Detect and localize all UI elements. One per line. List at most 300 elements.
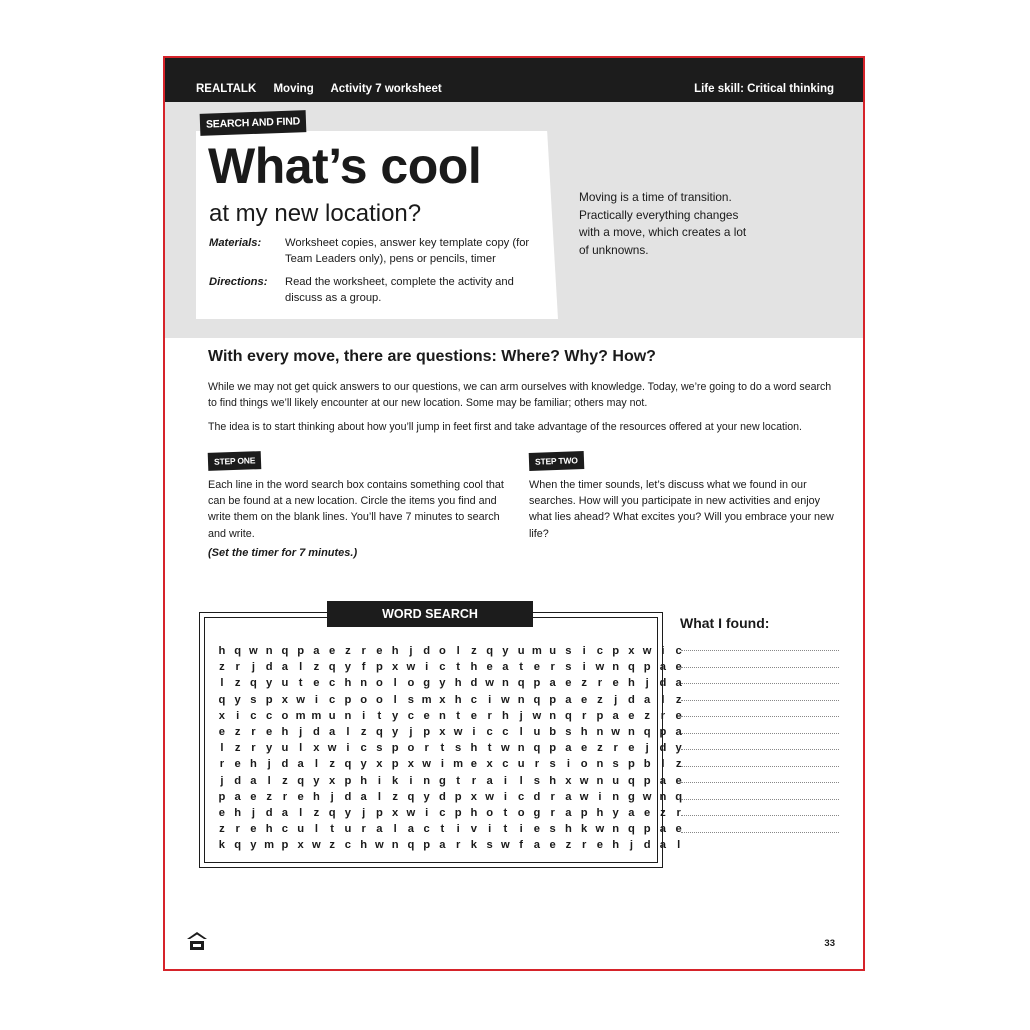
word-search-letter[interactable]: w — [642, 790, 652, 803]
word-search-letter[interactable]: h — [580, 725, 588, 738]
word-search-letter[interactable]: z — [581, 677, 587, 690]
word-search-letter[interactable]: t — [503, 806, 508, 819]
word-search-letter[interactable]: z — [329, 758, 335, 771]
word-search-letter[interactable]: r — [361, 645, 366, 657]
word-search-letter[interactable]: x — [628, 645, 635, 657]
word-search-letter[interactable]: r — [581, 839, 587, 852]
word-search-letter[interactable]: e — [533, 823, 540, 836]
word-search-letter[interactable]: t — [456, 661, 460, 674]
word-search-letter[interactable]: u — [328, 709, 336, 722]
word-search-letter[interactable]: p — [454, 806, 462, 819]
word-search-letter[interactable]: y — [250, 839, 257, 852]
word-search-letter[interactable]: t — [330, 823, 334, 836]
answer-line[interactable] — [681, 766, 839, 767]
word-search-letter[interactable]: e — [470, 709, 477, 722]
word-search-letter[interactable]: a — [234, 790, 241, 803]
word-search-letter[interactable]: r — [251, 725, 256, 738]
word-search-letter[interactable]: m — [295, 709, 306, 722]
word-search-letter[interactable]: i — [440, 758, 444, 771]
word-search-letter[interactable]: l — [519, 774, 523, 787]
word-search-letter[interactable]: d — [643, 839, 651, 852]
word-search-letter[interactable]: r — [660, 709, 666, 722]
word-search-letter[interactable]: l — [314, 758, 318, 771]
word-search-letter[interactable]: l — [677, 839, 681, 852]
word-search-letter[interactable]: m — [531, 645, 542, 657]
word-search-letter[interactable]: h — [281, 725, 289, 738]
word-search-letter[interactable]: e — [486, 661, 493, 674]
word-search-letter[interactable]: u — [612, 774, 620, 787]
word-search-letter[interactable]: l — [314, 823, 318, 836]
word-search-letter[interactable]: f — [519, 839, 523, 852]
word-search-letter[interactable]: e — [596, 839, 603, 852]
word-search-letter[interactable]: r — [235, 661, 240, 674]
word-search-letter[interactable]: e — [549, 839, 556, 852]
word-search-letter[interactable]: p — [643, 823, 651, 836]
word-search-letter[interactable]: n — [659, 790, 667, 803]
word-search-letter[interactable]: p — [423, 725, 431, 738]
word-search-letter[interactable]: r — [251, 742, 256, 755]
word-search-letter[interactable]: a — [439, 839, 446, 852]
word-search-letter[interactable]: r — [550, 806, 555, 819]
word-search-letter[interactable]: w — [453, 725, 463, 738]
word-search-letter[interactable]: e — [234, 758, 241, 771]
word-search-letter[interactable]: j — [251, 661, 255, 674]
word-search-letter[interactable]: z — [329, 839, 335, 852]
word-search-letter[interactable]: c — [281, 823, 288, 836]
word-search-letter[interactable]: u — [281, 742, 289, 755]
word-search-letter[interactable]: w — [422, 758, 431, 771]
word-search-letter[interactable]: c — [250, 709, 257, 722]
word-search-letter[interactable]: y — [439, 677, 446, 690]
word-search-letter[interactable]: o — [517, 806, 525, 819]
word-search-letter[interactable]: n — [612, 823, 620, 836]
word-search-letter[interactable]: m — [421, 693, 432, 706]
word-search-letter[interactable]: u — [533, 725, 541, 738]
word-search-letter[interactable]: y — [266, 677, 273, 690]
word-search-letter[interactable]: i — [488, 823, 492, 836]
word-search-letter[interactable]: w — [595, 661, 605, 674]
word-search-letter[interactable]: r — [581, 709, 587, 722]
word-search-letter[interactable]: r — [361, 823, 366, 836]
word-search-letter[interactable]: w — [501, 693, 510, 706]
word-search-letter[interactable]: q — [486, 645, 494, 657]
word-search-letter[interactable]: n — [596, 774, 604, 787]
word-search-letter[interactable]: y — [392, 725, 399, 738]
word-search-letter[interactable]: r — [235, 823, 240, 836]
word-search-letter[interactable]: n — [265, 645, 273, 657]
word-search-letter[interactable]: i — [456, 823, 460, 836]
word-search-letter[interactable]: x — [486, 758, 493, 771]
word-search-letter[interactable]: k — [218, 839, 225, 852]
word-search-letter[interactable]: w — [485, 677, 494, 690]
word-search-letter[interactable]: w — [327, 742, 337, 755]
word-search-letter[interactable]: l — [661, 758, 665, 771]
word-search-letter[interactable]: a — [659, 839, 666, 852]
word-search-letter[interactable]: w — [406, 661, 416, 674]
word-search-letter[interactable]: a — [675, 725, 682, 738]
word-search-letter[interactable]: a — [565, 806, 572, 819]
word-search-letter[interactable]: l — [299, 742, 303, 755]
word-search-letter[interactable]: c — [407, 709, 414, 722]
word-search-letter[interactable]: q — [517, 677, 525, 690]
word-search-letter[interactable]: d — [265, 661, 273, 674]
word-search-letter[interactable]: n — [423, 774, 431, 787]
word-search-letter[interactable]: a — [549, 677, 556, 690]
word-search-letter[interactable]: t — [440, 823, 445, 836]
word-search-letter[interactable]: a — [486, 774, 493, 787]
word-search-letter[interactable]: a — [565, 790, 572, 803]
word-search-letter[interactable]: y — [612, 806, 619, 819]
word-search-letter[interactable]: o — [375, 677, 383, 690]
answer-line[interactable] — [681, 650, 839, 651]
word-search-letter[interactable]: t — [487, 742, 492, 755]
word-search-letter[interactable]: e — [675, 774, 682, 787]
answer-line[interactable] — [681, 733, 839, 734]
word-search-letter[interactable]: i — [519, 823, 523, 836]
word-search-letter[interactable]: j — [220, 774, 224, 787]
word-search-letter[interactable]: i — [566, 758, 570, 771]
word-search-letter[interactable]: r — [282, 790, 288, 803]
word-search-letter[interactable]: a — [250, 774, 257, 787]
word-search-letter[interactable]: p — [549, 693, 557, 706]
word-search-letter[interactable]: p — [391, 742, 399, 755]
word-search-letter[interactable]: y — [344, 661, 351, 674]
word-search-letter[interactable]: x — [470, 790, 477, 803]
word-search-letter[interactable]: e — [581, 693, 588, 706]
word-search-letter[interactable]: z — [266, 790, 272, 803]
word-search-letter[interactable]: q — [234, 839, 242, 852]
word-search-letter[interactable]: o — [438, 645, 446, 657]
word-search-letter[interactable]: z — [597, 742, 603, 755]
word-search-letter[interactable]: h — [470, 661, 478, 674]
word-search-letter[interactable]: d — [533, 790, 541, 803]
word-search-letter[interactable]: h — [470, 742, 478, 755]
word-search-letter[interactable]: l — [661, 693, 665, 706]
word-search-letter[interactable]: c — [329, 693, 336, 706]
word-search-letter[interactable]: d — [234, 774, 242, 787]
word-search-letter[interactable]: j — [409, 725, 413, 738]
word-search-letter[interactable]: q — [218, 693, 226, 706]
word-search-letter[interactable]: r — [597, 677, 603, 690]
word-search-letter[interactable]: i — [661, 645, 665, 657]
word-search-letter[interactable]: i — [236, 709, 240, 722]
word-search-letter[interactable]: z — [644, 709, 650, 722]
word-search-letter[interactable]: f — [361, 661, 366, 674]
word-search-letter[interactable]: x — [392, 661, 399, 674]
word-search-letter[interactable]: e — [250, 823, 257, 836]
word-search-letter[interactable]: a — [644, 693, 651, 706]
word-search-letter[interactable]: l — [377, 790, 381, 803]
word-search-letter[interactable]: i — [503, 774, 507, 787]
word-search-letter[interactable]: s — [486, 839, 493, 852]
word-search-letter[interactable]: p — [344, 693, 352, 706]
word-search-letter[interactable]: t — [456, 774, 460, 787]
word-search-letter[interactable]: w — [579, 774, 589, 787]
word-search-letter[interactable]: x — [392, 806, 399, 819]
word-search-letter[interactable]: p — [533, 677, 541, 690]
word-search-letter[interactable]: e — [250, 790, 257, 803]
word-search-letter[interactable]: s — [565, 661, 572, 674]
word-search-letter[interactable]: n — [549, 709, 557, 722]
word-search-letter[interactable]: n — [391, 839, 399, 852]
word-search-letter[interactable]: s — [250, 693, 257, 706]
word-search-letter[interactable]: u — [549, 645, 557, 657]
word-search-letter[interactable]: r — [455, 839, 461, 852]
word-search-letter[interactable]: q — [627, 661, 635, 674]
word-search-letter[interactable]: t — [377, 709, 382, 722]
word-search-letter[interactable]: j — [362, 806, 366, 819]
word-search-letter[interactable]: r — [613, 742, 618, 755]
word-search-letter[interactable]: k — [392, 774, 399, 787]
word-search-letter[interactable]: l — [299, 661, 303, 674]
word-search-letter[interactable]: o — [281, 709, 289, 722]
word-search-letter[interactable]: n — [517, 693, 525, 706]
word-search-letter[interactable]: j — [645, 742, 649, 755]
word-search-letter[interactable]: x — [218, 709, 225, 722]
word-search-letter[interactable]: c — [518, 790, 525, 803]
word-search-letter[interactable]: h — [344, 677, 352, 690]
word-search-letter[interactable]: e — [218, 725, 225, 738]
word-search-letter[interactable]: h — [627, 677, 635, 690]
word-search-letter[interactable]: r — [471, 774, 477, 787]
word-search-letter[interactable]: e — [533, 661, 540, 674]
word-search-letter[interactable]: y — [234, 693, 241, 706]
word-search-letter[interactable]: g — [533, 806, 541, 819]
word-search-letter[interactable]: h — [360, 774, 368, 787]
word-search-letter[interactable]: s — [455, 742, 462, 755]
word-search-letter[interactable]: a — [376, 823, 383, 836]
word-search-letter[interactable]: g — [438, 774, 446, 787]
word-search-letter[interactable]: a — [281, 661, 288, 674]
word-search-letter[interactable]: q — [675, 790, 683, 803]
word-search-letter[interactable]: a — [659, 823, 666, 836]
word-search-letter[interactable]: l — [267, 774, 271, 787]
word-search-letter[interactable]: d — [438, 790, 446, 803]
word-search-letter[interactable]: d — [265, 806, 273, 819]
word-search-letter[interactable]: z — [234, 677, 241, 690]
word-search-letter[interactable]: y — [344, 806, 351, 819]
word-search-letter[interactable]: k — [581, 823, 588, 836]
word-search-letter[interactable]: q — [328, 806, 336, 819]
word-search-letter[interactable]: e — [565, 677, 572, 690]
word-search-letter[interactable]: u — [517, 645, 525, 657]
word-search-letter[interactable]: z — [675, 693, 682, 706]
word-search-letter[interactable]: t — [456, 709, 460, 722]
word-search-letter[interactable]: i — [582, 645, 586, 657]
word-search-letter[interactable]: l — [220, 742, 224, 755]
word-search-letter[interactable]: h — [265, 823, 273, 836]
answer-line[interactable] — [681, 700, 839, 701]
word-search-letter[interactable]: a — [297, 758, 304, 771]
word-search-letter[interactable]: c — [329, 677, 336, 690]
word-search-letter[interactable]: h — [218, 645, 226, 657]
word-search-letter[interactable]: j — [614, 693, 618, 706]
answer-line[interactable] — [681, 782, 839, 783]
word-search-letter[interactable]: a — [502, 661, 509, 674]
word-search-letter[interactable]: p — [344, 774, 352, 787]
word-search-letter[interactable]: y — [675, 742, 682, 755]
word-search-letter[interactable]: w — [249, 645, 258, 657]
word-search-letter[interactable]: c — [344, 839, 351, 852]
word-search-letter[interactable]: t — [503, 823, 508, 836]
word-search-letter[interactable]: n — [612, 661, 620, 674]
word-search-letter[interactable]: w — [501, 839, 510, 852]
word-search-letter[interactable]: h — [501, 709, 509, 722]
word-search-letter[interactable]: x — [297, 839, 304, 852]
word-search-letter[interactable]: q — [533, 693, 541, 706]
word-search-letter[interactable]: m — [453, 758, 464, 771]
word-search-letter[interactable]: i — [346, 742, 350, 755]
word-search-letter[interactable]: w — [579, 790, 589, 803]
word-search-letter[interactable]: n — [438, 709, 446, 722]
word-search-letter[interactable]: e — [675, 823, 682, 836]
word-search-letter[interactable]: p — [391, 758, 399, 771]
word-search-letter[interactable]: n — [612, 790, 620, 803]
word-search-letter[interactable]: q — [564, 709, 572, 722]
word-search-letter[interactable]: z — [471, 645, 477, 657]
word-search-letter[interactable]: z — [392, 790, 398, 803]
word-search-letter[interactable]: c — [470, 693, 477, 706]
word-search-letter[interactable]: r — [424, 742, 429, 755]
word-search-letter[interactable]: m — [311, 709, 322, 722]
word-search-letter[interactable]: g — [423, 677, 431, 690]
word-search-letter[interactable]: s — [549, 758, 556, 771]
word-search-letter[interactable]: q — [407, 790, 415, 803]
word-search-letter[interactable]: e — [329, 645, 336, 657]
word-search-letter[interactable]: c — [486, 725, 493, 738]
word-search-letter[interactable]: z — [219, 823, 225, 836]
word-search-letter[interactable]: p — [375, 806, 383, 819]
word-search-letter[interactable]: y — [392, 709, 399, 722]
word-search-letter[interactable]: q — [643, 725, 651, 738]
word-search-letter[interactable]: h — [549, 774, 557, 787]
word-search-letter[interactable]: j — [330, 790, 334, 803]
word-search-letter[interactable]: c — [675, 645, 682, 657]
word-search-letter[interactable]: y — [502, 645, 509, 657]
word-search-letter[interactable]: y — [313, 774, 320, 787]
word-search-letter[interactable]: r — [487, 709, 492, 722]
word-search-letter[interactable]: z — [345, 645, 351, 657]
word-search-letter[interactable]: l — [346, 725, 350, 738]
word-search-letter[interactable]: d — [470, 677, 478, 690]
word-search-letter[interactable]: r — [676, 806, 681, 819]
word-search-letter[interactable]: h — [249, 758, 257, 771]
word-search-letter[interactable]: z — [234, 725, 241, 738]
word-search-letter[interactable]: h — [454, 677, 462, 690]
word-search-letter[interactable]: y — [266, 742, 273, 755]
word-search-letter[interactable]: o — [407, 677, 415, 690]
word-search-letter[interactable]: r — [550, 790, 555, 803]
word-search-letter[interactable]: p — [659, 725, 667, 738]
word-search-letter[interactable]: x — [439, 693, 446, 706]
word-search-letter[interactable]: j — [267, 758, 271, 771]
word-search-letter[interactable]: w — [532, 709, 542, 722]
word-search-letter[interactable]: c — [439, 661, 446, 674]
word-search-letter[interactable]: n — [627, 725, 635, 738]
word-search-letter[interactable]: a — [533, 839, 540, 852]
word-search-letter[interactable]: d — [659, 677, 667, 690]
word-search-letter[interactable]: h — [564, 823, 572, 836]
word-search-letter[interactable]: a — [565, 742, 572, 755]
word-search-letter[interactable]: i — [425, 661, 429, 674]
word-search-letter[interactable]: h — [391, 645, 399, 657]
word-search-letter[interactable]: h — [470, 806, 478, 819]
word-search-letter[interactable]: a — [407, 823, 414, 836]
word-search-letter[interactable]: s — [376, 742, 383, 755]
word-search-letter[interactable]: c — [360, 742, 367, 755]
answer-line[interactable] — [681, 799, 839, 800]
word-search-letter[interactable]: c — [502, 758, 509, 771]
word-search-letter[interactable]: j — [519, 709, 523, 722]
word-search-letter[interactable]: n — [360, 677, 368, 690]
word-search-letter[interactable]: b — [643, 758, 651, 771]
word-search-letter[interactable]: e — [423, 709, 430, 722]
word-search-grid[interactable] — [214, 641, 687, 851]
word-search-letter[interactable]: x — [565, 774, 572, 787]
word-search-letter[interactable]: p — [643, 774, 651, 787]
answer-line[interactable] — [681, 832, 839, 833]
word-search-letter[interactable]: a — [329, 725, 336, 738]
word-search-letter[interactable]: h — [596, 806, 604, 819]
word-search-letter[interactable]: l — [456, 645, 460, 657]
word-search-letter[interactable]: x — [313, 742, 320, 755]
word-search-letter[interactable]: k — [470, 839, 477, 852]
word-search-letter[interactable]: z — [313, 806, 320, 819]
word-search-letter[interactable]: o — [486, 806, 494, 819]
word-search-letter[interactable]: q — [375, 725, 383, 738]
word-search-letter[interactable]: x — [407, 758, 414, 771]
word-search-letter[interactable]: z — [597, 693, 603, 706]
word-search-letter[interactable]: p — [297, 645, 305, 657]
word-search-letter[interactable]: n — [517, 742, 525, 755]
word-search-letter[interactable]: z — [565, 839, 572, 852]
word-search-letter[interactable]: w — [406, 806, 416, 819]
word-search-letter[interactable]: w — [611, 725, 620, 738]
answer-line[interactable] — [681, 683, 839, 684]
word-search-letter[interactable]: i — [409, 774, 413, 787]
word-search-letter[interactable]: q — [249, 677, 257, 690]
word-search-letter[interactable]: e — [675, 661, 682, 674]
word-search-letter[interactable]: x — [439, 725, 446, 738]
word-search-letter[interactable]: a — [360, 790, 367, 803]
word-search-letter[interactable]: z — [219, 661, 225, 674]
word-search-letter[interactable]: r — [219, 758, 225, 771]
word-search-letter[interactable]: l — [393, 693, 397, 706]
word-search-letter[interactable]: g — [627, 790, 635, 803]
word-search-letter[interactable]: q — [281, 645, 289, 657]
word-search-letter[interactable]: i — [314, 693, 318, 706]
word-search-letter[interactable]: j — [409, 645, 413, 657]
word-search-letter[interactable]: l — [393, 677, 397, 690]
word-search-letter[interactable]: a — [612, 709, 619, 722]
word-search-letter[interactable]: w — [375, 839, 384, 852]
word-search-letter[interactable]: p — [281, 839, 289, 852]
word-search-letter[interactable]: u — [281, 677, 289, 690]
word-search-letter[interactable]: j — [299, 725, 303, 738]
word-search-letter[interactable]: a — [281, 806, 288, 819]
word-search-letter[interactable]: v — [470, 823, 477, 836]
word-search-letter[interactable]: q — [533, 742, 541, 755]
word-search-letter[interactable]: d — [627, 693, 635, 706]
word-search-letter[interactable]: a — [628, 806, 635, 819]
word-search-letter[interactable]: r — [534, 758, 540, 771]
word-search-letter[interactable]: c — [596, 645, 603, 657]
word-search-letter[interactable]: e — [218, 806, 225, 819]
word-search-letter[interactable]: p — [549, 742, 557, 755]
word-search-letter[interactable]: i — [488, 693, 492, 706]
word-search-letter[interactable]: n — [501, 677, 509, 690]
word-search-letter[interactable]: s — [533, 774, 540, 787]
